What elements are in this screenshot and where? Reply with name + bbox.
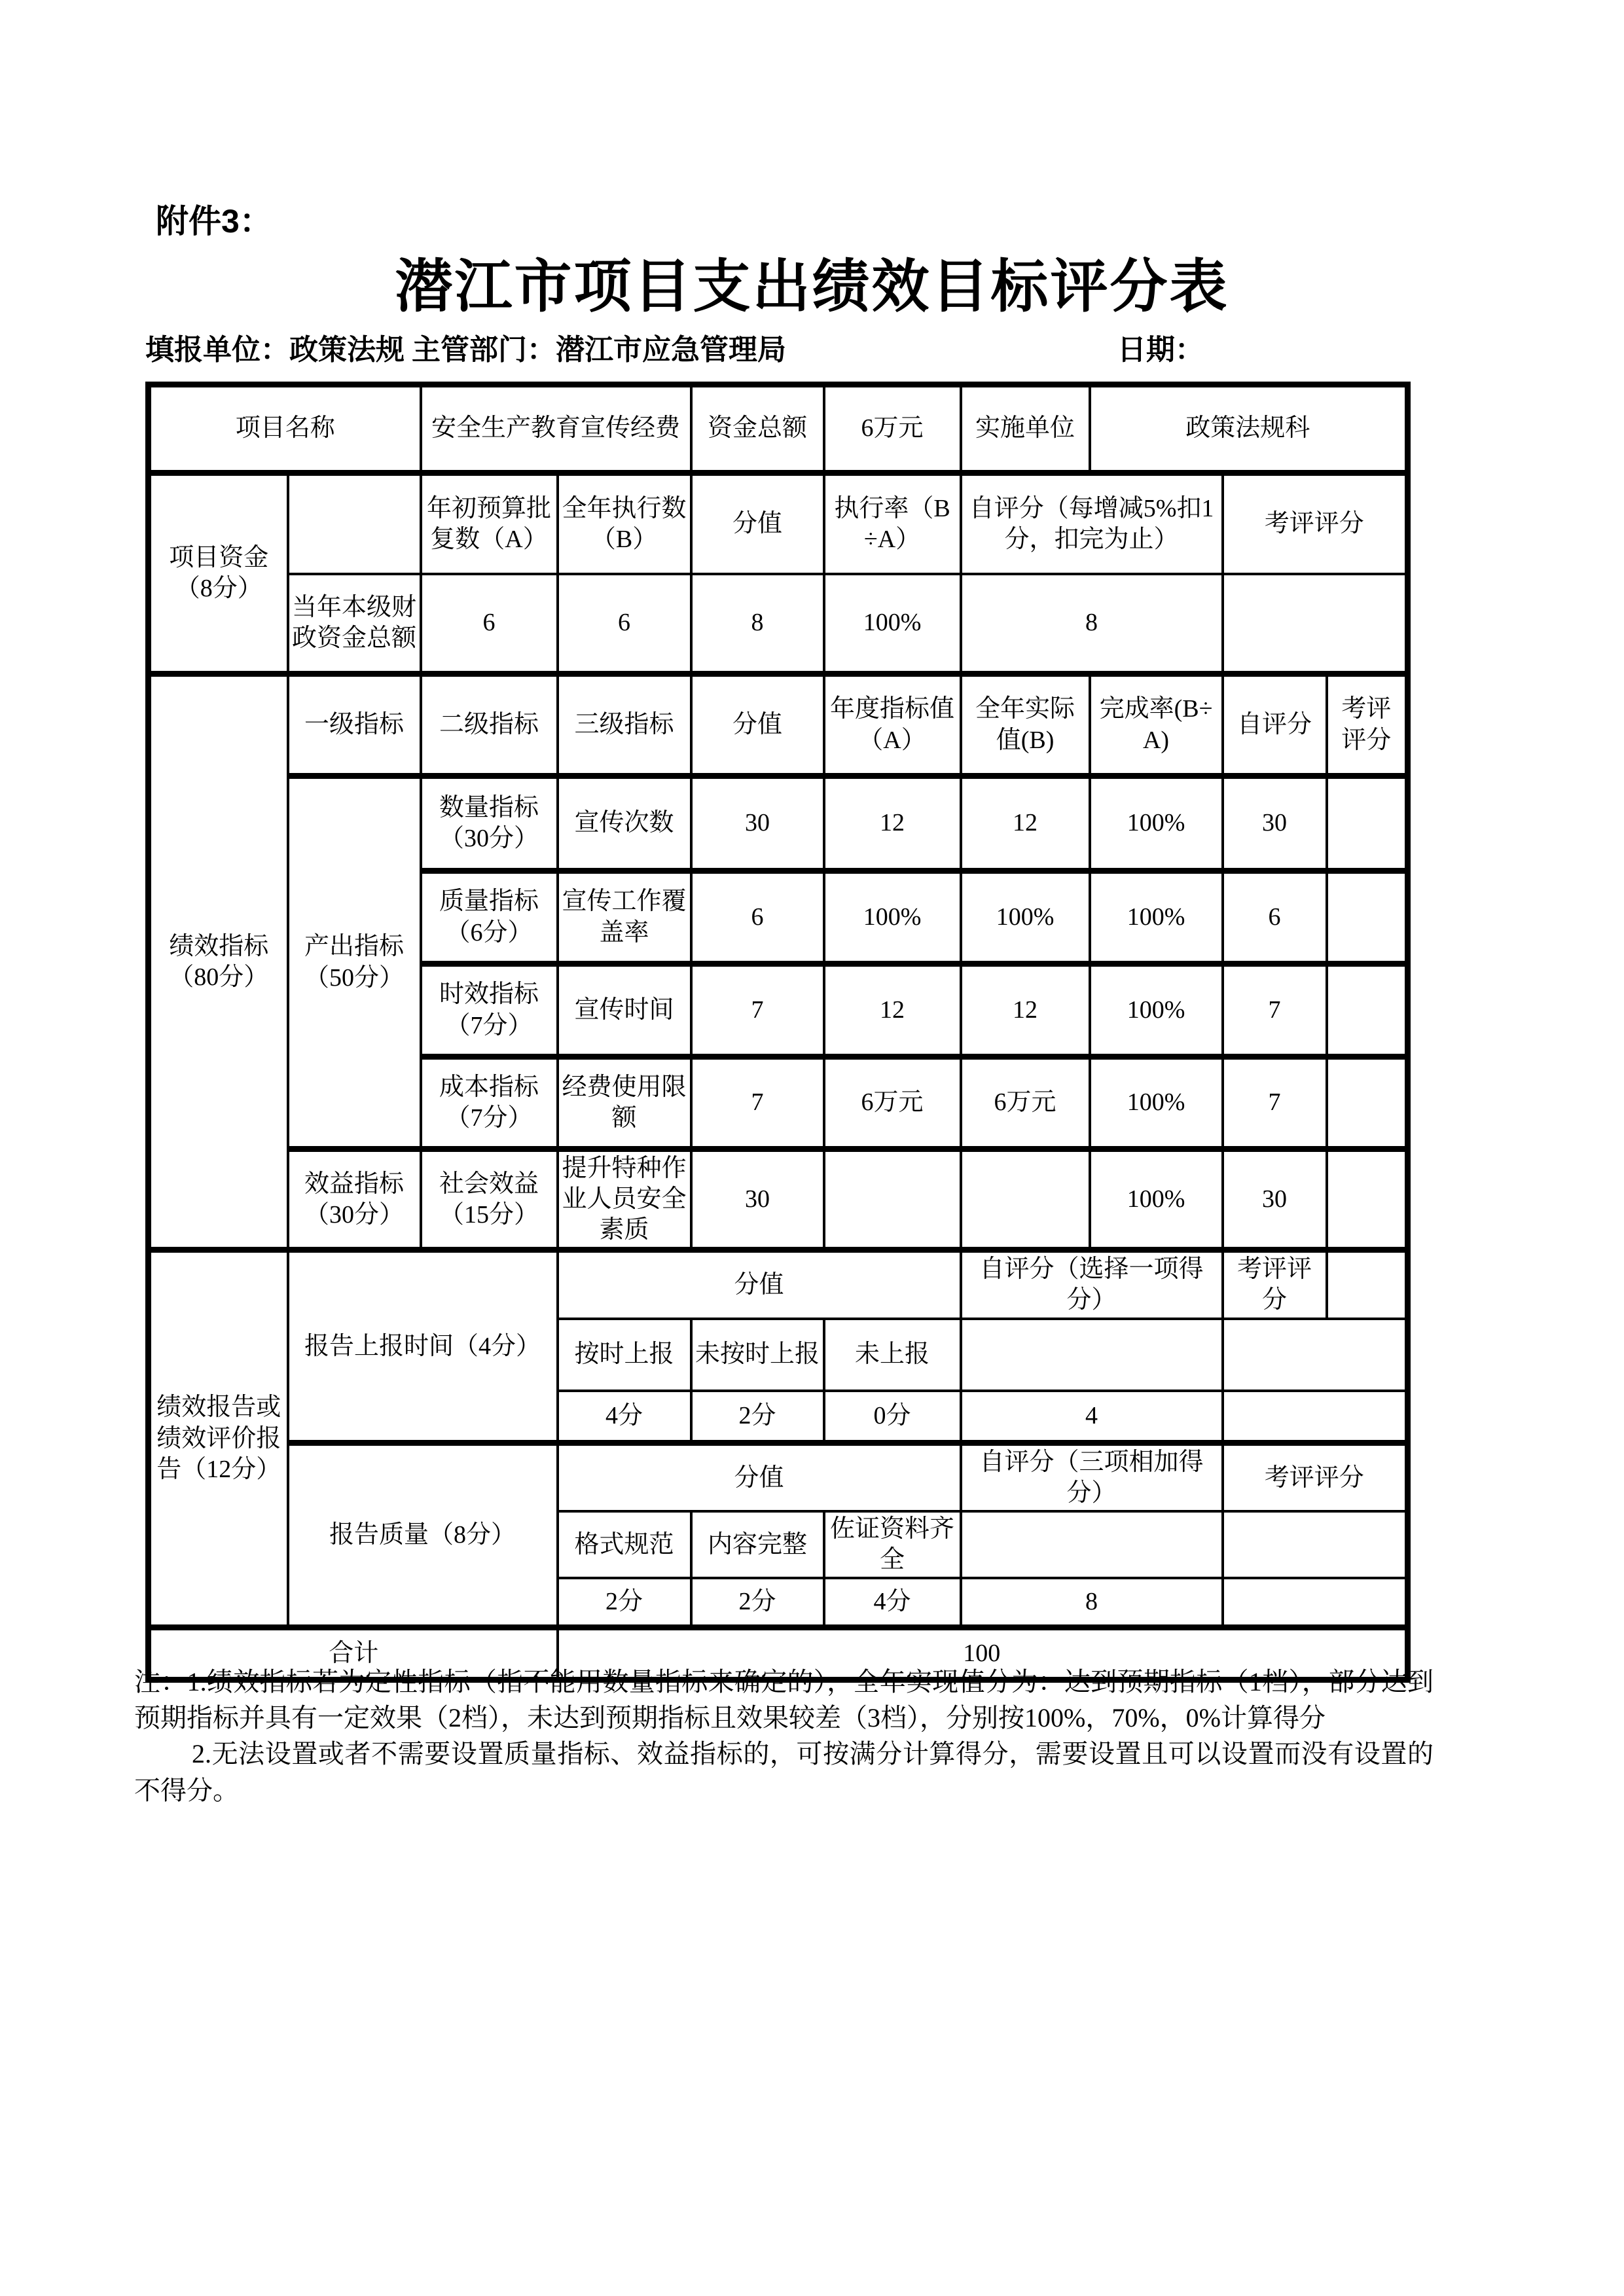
empty-cell <box>1223 1578 1408 1627</box>
cell-benefit-review <box>1327 1149 1408 1250</box>
cell-quantity-level2 <box>421 776 558 878</box>
cell-total-value: 100 <box>558 1627 1408 1679</box>
cell-impl-unit-label: 实施单位 <box>961 385 1090 473</box>
cell-fund-total-label: 资金总额 <box>691 385 824 473</box>
cell-time-score: 7 <box>691 964 824 1057</box>
cell-project-name-label: 项目名称 <box>149 385 421 473</box>
cell-on-time: 按时上报 <box>558 1319 691 1391</box>
cell-quantity-level3: 宣传次数 <box>558 776 691 871</box>
cell-evidence-ok: 佐证资料齐全 <box>824 1511 961 1578</box>
cell-fund-exec-value: 6 <box>558 574 691 674</box>
cell-time-review <box>1327 964 1408 1057</box>
cell-quantity-target: 12 <box>824 776 961 871</box>
unit-value: 政策法规 <box>289 334 405 366</box>
cell-quality-score: 6 <box>691 871 824 964</box>
cell-time-rate: 100% <box>1090 964 1223 1057</box>
cell-quantity-self: 30 <box>1223 776 1327 871</box>
cell-fund-budget-value: 6 <box>421 574 558 674</box>
unit-label: 填报单位： <box>145 334 289 366</box>
cell-benefit-self: 30 <box>1223 1149 1327 1250</box>
cell-time-target: 12 <box>824 964 961 1057</box>
empty-cell <box>961 1511 1223 1578</box>
cell-benefit-rate: 100% <box>1090 1149 1223 1250</box>
cell-fund-row-label: 当年本级财政资金总额 <box>288 574 421 674</box>
cell-perf-col-level2: 二级指标 <box>421 674 558 776</box>
cell-benefit-score: 30 <box>691 1149 824 1250</box>
cost-level2-text: 成本指标（7分） <box>439 1073 539 1132</box>
cell-report-score-header1: 分值 <box>558 1250 961 1319</box>
cell-fund-score-value: 8 <box>691 574 824 674</box>
cell-report-section-label: 绩效报告或绩效评价报告（12分） <box>149 1250 288 1628</box>
cell-report-score-header2: 分值 <box>558 1443 961 1512</box>
cell-time-level2 <box>421 964 558 1064</box>
cell-total-label: 合计 <box>149 1627 558 1679</box>
cell-late-score: 2分 <box>691 1391 824 1443</box>
cell-quantity-actual: 12 <box>961 776 1090 871</box>
cell-fund-col-self: 自评分（每增减5%扣1分，扣完为止） <box>961 473 1223 574</box>
cell-time-level3: 宣传时间 <box>558 964 691 1057</box>
cell-report-review-header1: 考评评分 <box>1223 1250 1327 1319</box>
cell-report-time-label: 报告上报时间（4分） <box>288 1250 558 1443</box>
cell-quality-review <box>1327 871 1408 964</box>
cell-quality-self: 6 <box>1223 871 1327 964</box>
cell-cost-rate: 100% <box>1090 1057 1223 1149</box>
cell-benefit-level3: 提升特种作业人员安全素质 <box>558 1149 691 1250</box>
cell-fund-review-value <box>1223 574 1408 674</box>
cell-cost-actual: 6万元 <box>961 1057 1090 1149</box>
cell-evidence-score: 4分 <box>824 1578 961 1627</box>
cell-time-self-value: 4 <box>961 1391 1223 1443</box>
dept-label: 主管部门： <box>412 334 556 366</box>
cell-report-self-header2: 自评分（三项相加得分） <box>961 1443 1223 1512</box>
cell-quantity-rate: 100% <box>1090 776 1223 871</box>
cell-cost-level3: 经费使用限额 <box>558 1057 691 1149</box>
cell-quantity-review <box>1327 776 1408 871</box>
cell-output-label: 产出指标（50分） <box>288 776 421 1149</box>
cell-time-actual: 12 <box>961 964 1090 1057</box>
empty-cell <box>1223 1319 1408 1391</box>
cell-fund-self-value: 8 <box>961 574 1223 674</box>
cell-fund-total-value: 6万元 <box>824 385 961 473</box>
empty-cell <box>1223 1391 1408 1443</box>
cell-quality-level3: 宣传工作覆盖率 <box>558 871 691 964</box>
empty-cell <box>961 1319 1223 1391</box>
row-perf-benefit <box>149 1149 1408 1250</box>
footnote-1: 注：1.绩效指标若为定性指标（指不能用数量指标来确定的），全年实现值分为：达到预期指标（1档），部分达到预期指标并具有一定效果（2档），未达到预期指标且效果较差（3档），分别按100%，70%，0%计算得分 <box>134 1667 1434 1733</box>
row-perf-quantity <box>149 776 1408 871</box>
cell-quantity-score: 30 <box>691 776 824 871</box>
cell-fund-col-score: 分值 <box>691 473 824 574</box>
cell-fund-rate-value: 100% <box>824 574 961 674</box>
cell-format-ok: 格式规范 <box>558 1511 691 1578</box>
cell-cost-target: 6万元 <box>824 1057 961 1149</box>
row-project-name <box>149 385 1408 473</box>
cell-perf-col-score: 分值 <box>691 674 824 776</box>
cell-report-self-header1: 自评分（选择一项得分） <box>961 1250 1223 1319</box>
cell-cost-self: 7 <box>1223 1057 1327 1149</box>
quantity-level2-text: 数量指标（30分） <box>439 793 539 852</box>
cell-format-score: 2分 <box>558 1578 691 1627</box>
cell-late: 未按时上报 <box>691 1319 824 1391</box>
footnote-2: 2.无法设置或者不需要设置质量指标、效益指标的，可按满分计算得分，需要设置且可以设置而没有设置的不得分。 <box>134 1739 1434 1805</box>
cell-fund-col-budget: 年初预算批复数（A） <box>421 473 558 574</box>
cell-perf-col-target: 年度指标值（A） <box>824 674 961 776</box>
page-title: 潜江市项目支出绩效目标评分表 <box>395 256 1229 319</box>
cell-fund-col-rate: 执行率（B÷A） <box>824 473 961 574</box>
cell-report-review-header2: 考评评分 <box>1223 1443 1408 1512</box>
cell-quality-target: 100% <box>824 871 961 964</box>
quality-level2-text: 质量指标（6分） <box>439 888 539 946</box>
empty-cell <box>1327 1250 1408 1319</box>
cell-impl-unit-value: 政策法规科 <box>1090 385 1408 473</box>
score-table <box>145 382 1411 1683</box>
row-fund-data <box>149 574 1408 674</box>
cell-quality-rate: 100% <box>1090 871 1223 964</box>
cell-perf-col-level1: 一级指标 <box>288 674 421 776</box>
row-report-header2 <box>149 1443 1408 1512</box>
empty-cell <box>288 473 421 574</box>
cell-content-ok: 内容完整 <box>691 1511 824 1578</box>
cell-cost-score: 7 <box>691 1057 824 1149</box>
cell-time-self: 7 <box>1223 964 1327 1057</box>
date-label: 日期： <box>1117 334 1204 366</box>
cell-perf-col-self: 自评分 <box>1223 674 1327 776</box>
empty-cell <box>1223 1511 1408 1578</box>
cell-report-quality-label: 报告质量（8分） <box>288 1443 558 1628</box>
cell-quality-level2 <box>421 871 558 971</box>
cell-perf-col-level3: 三级指标 <box>558 674 691 776</box>
cell-quality-actual: 100% <box>961 871 1090 964</box>
cell-benefit-target <box>824 1149 961 1250</box>
footnotes <box>134 1664 1434 1808</box>
ellipsis-mark: ... <box>474 942 504 971</box>
cell-benefit-level2: 社会效益（15分） <box>421 1149 558 1250</box>
cell-project-name-value: 安全生产教育宣传经费 <box>421 385 691 473</box>
row-perf-header <box>149 674 1408 776</box>
ellipsis-mark: ... <box>474 1035 504 1064</box>
cell-fund-section-label: 项目资金（8分） <box>149 473 288 674</box>
time-level2-text: 时效指标（7分） <box>439 980 539 1039</box>
cell-perf-section-label: 绩效指标（80分） <box>149 674 288 1250</box>
ellipsis-mark: ... <box>474 1127 504 1157</box>
row-report-header1 <box>149 1250 1408 1319</box>
cell-quality-self-value: 8 <box>961 1578 1223 1627</box>
dept-value: 潜江市应急管理局 <box>556 334 786 366</box>
cell-not-submitted: 未上报 <box>824 1319 961 1391</box>
cell-cost-level2 <box>421 1057 558 1157</box>
cell-cost-review <box>1327 1057 1408 1149</box>
cell-content-score: 2分 <box>691 1578 824 1627</box>
cell-perf-col-actual: 全年实际值(B) <box>961 674 1090 776</box>
row-fund-header <box>149 473 1408 574</box>
ellipsis-mark: ... <box>474 849 504 878</box>
cell-fund-col-exec: 全年执行数（B） <box>558 473 691 574</box>
cell-not-submitted-score: 0分 <box>824 1391 961 1443</box>
cell-benefit-actual <box>961 1149 1090 1250</box>
cell-fund-col-review: 考评评分 <box>1223 473 1408 574</box>
cell-perf-col-rate: 完成率(B÷A) <box>1090 674 1223 776</box>
form-info-line <box>145 326 1405 368</box>
cell-benefit-label: 效益指标（30分） <box>288 1149 421 1250</box>
cell-perf-col-review: 考评评分 <box>1327 674 1408 776</box>
attachment-label: 附件3： <box>156 203 272 240</box>
cell-on-time-score: 4分 <box>558 1391 691 1443</box>
